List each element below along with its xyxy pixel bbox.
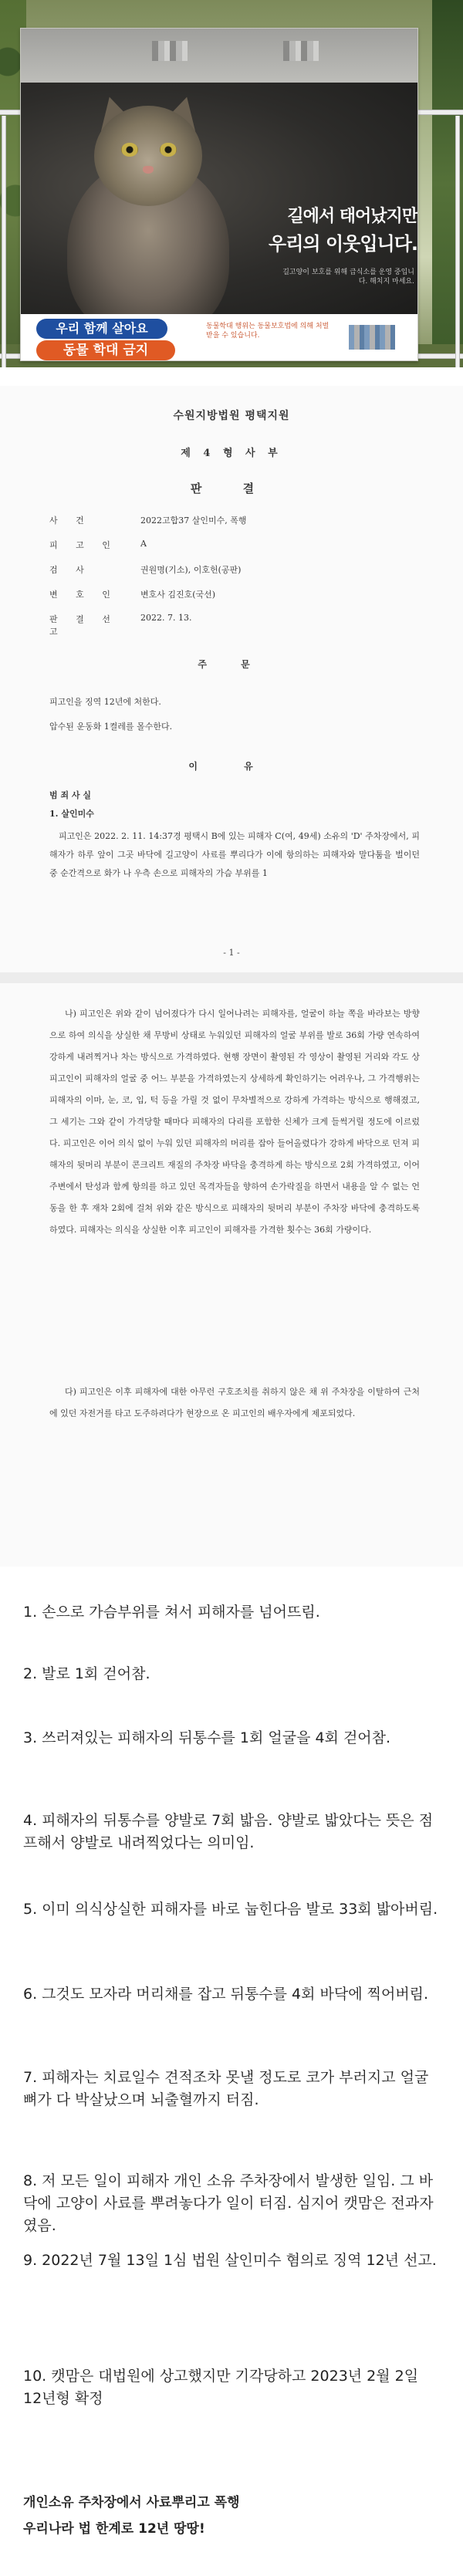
info-label: 판 결 선 고	[49, 614, 118, 637]
banner-footer	[21, 314, 418, 361]
fence-post-left	[2, 116, 6, 367]
info-value: 변호사 김진호(국선)	[140, 590, 216, 600]
info-label: 피 고 인	[49, 540, 118, 550]
court-judgment-document	[0, 386, 463, 1567]
summary-item-2: 2. 발로 1회 걷어참.	[23, 1665, 150, 1682]
info-label: 검 사	[49, 565, 92, 575]
cat-banner	[20, 28, 418, 361]
case-info-table	[49, 514, 420, 637]
reasons-heading: 이 유	[188, 761, 275, 772]
info-label: 변 호 인	[49, 590, 118, 600]
summary-item-4: 4. 피해자의 뒤통수를 양발로 7회 밟음. 양발로 밟았다는 뜻은 점프해서 양발로 내려찍었다는 의미임.	[23, 1812, 434, 1851]
banner-photo	[0, 0, 463, 367]
case-info-row	[49, 588, 420, 613]
banner-slogan	[248, 203, 417, 259]
banner-pill-no-abuse: 동물 학대 금지	[36, 340, 175, 360]
cat-nose	[143, 166, 154, 174]
case-info-row	[49, 539, 420, 563]
court-division: 제 4 형 사 부	[181, 448, 282, 459]
summary-item-7: 7. 피해자는 치료일수 견적조차 못낼 정도로 코가 부러지고 얼굴뼈가 다 박살났으며 뇌출혈까지 터짐.	[23, 2069, 429, 2108]
info-value: 권원명(기소), 이호헌(공판)	[140, 565, 242, 575]
cat-head	[94, 106, 202, 206]
mosaic-blur	[152, 41, 188, 61]
summary-item-8: 8. 저 모든 일이 피해자 개인 소유 주차장에서 발생한 일임. 그 바닥에 고양이 사료를 뿌려놓다가 일이 터짐. 심지어 캣맘은 전과자였음.	[23, 2172, 434, 2234]
info-label: 사 건	[49, 516, 92, 526]
summary-item-3: 3. 쓰러져있는 피해자의 뒤통수를 1회 얼굴을 4회 걷어참.	[23, 1729, 391, 1746]
judgment-title: 판 결	[190, 482, 273, 495]
attempted-murder-heading: 1. 살인미수	[49, 809, 94, 819]
order-forfeiture: 압수된 운동화 1켤레를 몰수한다.	[49, 722, 173, 732]
case-info-row	[49, 613, 420, 637]
fence-post-right	[455, 116, 460, 367]
slogan-line1: 길에서 태어났지만	[287, 207, 417, 226]
assault-details-paragraph: 나) 피고인은 위와 같이 넘어졌다가 다시 일어나려는 피해자를, 얼굴이 하늘 쪽을 바라보는 방향으로 하여 의식을 상실한 채 무방비 상태로 누워있던 피해자의 얼굴 부위를 발로 36회 가량 연속하여 강하게 내려찍거나 차는 방식으로 가격하였다. 현행 장면이 촬영된 각 영상이 촬영된 거리와 각도 상 피고인이 피해자의 얼굴 중 어느 부분을 가격하였는지 상세하게 확인하기는 어려우나, 그 가격행위는 피해자의 이마, 눈, 코, 입, 턱 등을 가릴 것 없이 무차별적으로 강하게 가격하는 방식으로 행해졌고, 그 세기는 그와 같이 가격당할 때마다 피해자의 다리를 포함한 신체가 크게 들썩거릴 정도에 이르렀다. 피고인은 이어 의식 없이 누워 있던 피해자의 머리를 잡아 들어올렸다가 강하게 바닥으로 던져 피해자의 뒷머리 부분이 콘크리트 재질의 주차장 바닥을 충격하게 하는 방식으로 2회 가격하였고, 이어 주변에서 탄성과 함께 항의를 하고 있던 목격자들을 향하여 손가락질을 하면서 내용을 알 수 없는 언동을 한 후 재차 2회에 걸쳐 위와 같은 방식으로 피해자의 뒷머리 부분이 주차장 바닥에 충격하도록 하였다. 피해자는 의식을 상실한 이후 피고인이 피해자를 가격한 횟수는 36회 가량이다.	[49, 1009, 420, 1235]
order-heading: 주 문	[198, 659, 265, 670]
page-number: - 1 -	[223, 948, 240, 958]
info-value: 2022. 7. 13.	[140, 613, 192, 623]
case-info-row	[49, 514, 420, 539]
case-info-row	[49, 563, 420, 588]
mosaic-blur	[283, 41, 319, 61]
summary-item-9: 9. 2022년 7월 13일 1심 법원 살인미수 혐의로 징역 12년 선고.	[23, 2252, 437, 2269]
summary-item-10: 10. 캣맘은 대법원에 상고했지만 기각당하고 2023년 2월 2일 12년형 확정	[23, 2368, 419, 2407]
banner-bottom-text: 동물학대 행위는 동물보호법에 의해 처벌받을 수 있습니다.	[206, 323, 330, 340]
info-value: A	[140, 539, 147, 549]
crime-facts-paragraph: 피고인은 2022. 2. 11. 14:37경 평택시 B에 있는 피해자 C(여, 49세) 소유의 'D' 주차장에서, 피해자가 하루 앞이 그곳 바닥에 길고양이 사료를 뿌리다가 이에 항의하는 피해자와 말다툼을 벌이던 중 순간격으로 화가 나 우측 손으로 피해자의 가슴 부위를 1	[49, 831, 420, 878]
banner-pill-live-together: 우리 함께 살아요	[36, 319, 167, 339]
page-divider	[0, 972, 463, 983]
summary-item-5: 5. 이미 의식상실한 피해자를 바로 눕힌다음 발로 33회 밟아버림.	[23, 1901, 438, 1918]
cat-eye	[160, 143, 177, 157]
cat-eye	[121, 143, 138, 157]
info-value: 2022고합37 살인미수, 폭행	[140, 516, 247, 526]
banner-header	[21, 29, 418, 83]
summary-item-6: 6. 그것도 모자라 머리채를 잡고 뒤통수를 4회 바닥에 찍어버림.	[23, 1986, 429, 2003]
crime-facts-heading: 범 죄 사 실	[49, 790, 91, 800]
slogan-line2: 우리의 이웃입니다.	[269, 233, 417, 255]
footer-line-2: 우리나라 법 한계로 12년 땅땅!	[23, 2521, 205, 2537]
mosaic-blur	[349, 325, 395, 350]
banner-small-text: 길고양이 보호를 위해 급식소를 운영 중입니다. 해치지 마세요.	[282, 269, 414, 286]
footer-line-1: 개인소유 주차장에서 사료뿌리고 폭행	[23, 2495, 240, 2510]
flight-paragraph: 다) 피고인은 이후 피해자에 대한 아무런 구호조치를 취하지 않은 채 위 주차장을 이탈하여 근처에 있던 자전거를 타고 도주하려다가 현장으로 온 피고인의 배우자에게 제포되었다.	[49, 1387, 420, 1418]
order-sentence: 피고인을 징역 12년에 처한다.	[49, 697, 161, 707]
summary-item-1: 1. 손으로 가슴부위를 쳐서 피해자를 넘어뜨림.	[23, 1604, 320, 1621]
court-name: 수원지방법원 평택지원	[173, 410, 290, 422]
